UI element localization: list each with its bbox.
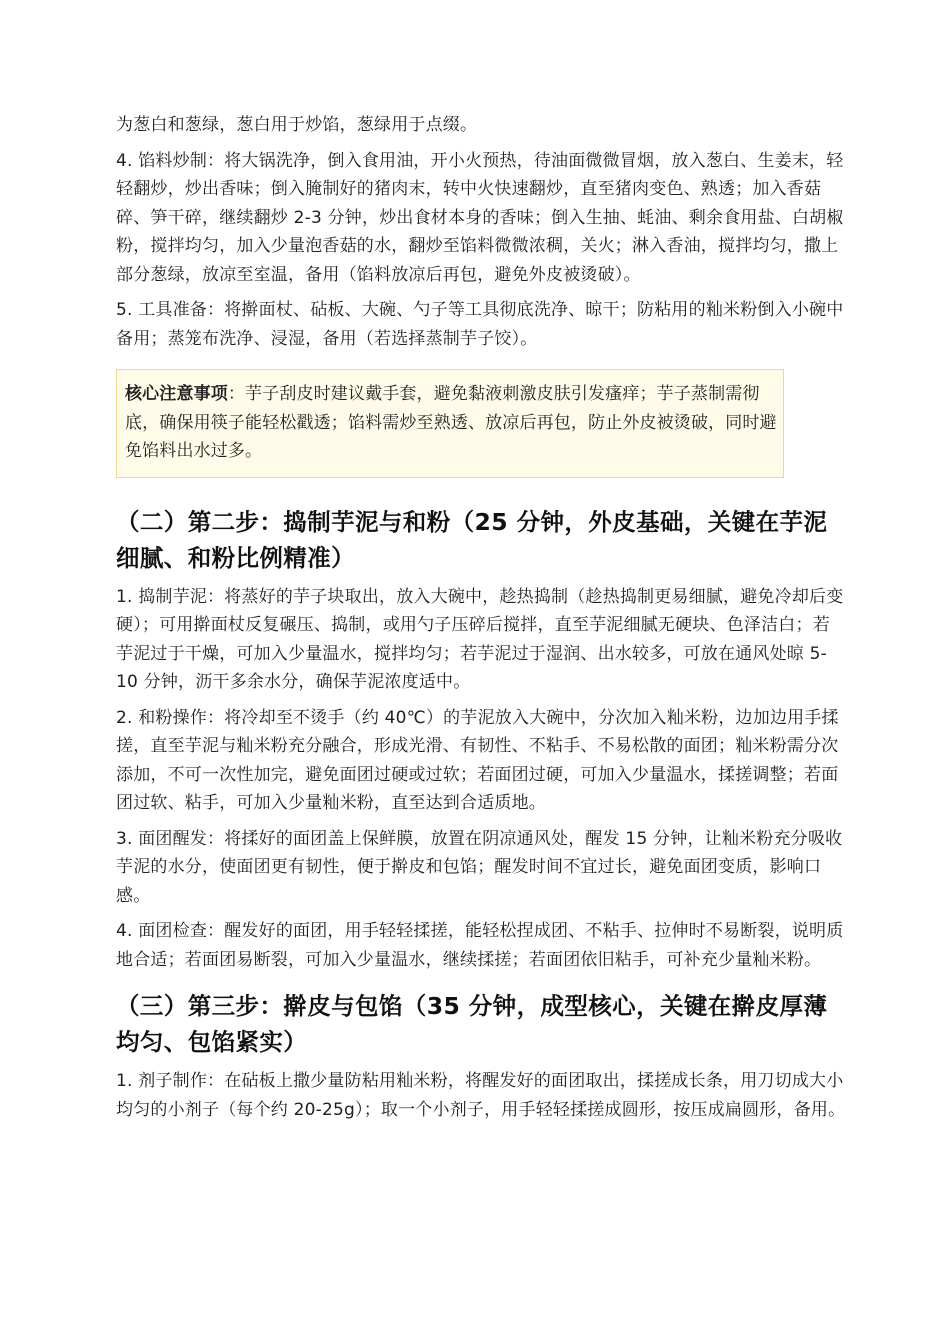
paragraph-dough-rest: 3. 面团醒发：将揉好的面团盖上保鲜膜，放置在阴凉通风处，醒发 15 分钟，让籼米粉充分吸收芋泥的水分，使面团更有韧性，便于擀皮和包馅；醒发时间不宜过长，避免面团变质，影响口感。 [116,828,843,906]
paragraph-mash-taro: 1. 捣制芋泥：将蒸好的芋子块取出，放入大碗中，趁热捣制（趁热捣制更易细腻，避免冷却后变硬）；可用擀面杖反复碾压、捣制，或用勺子压碎后搅拌，直至芋泥细腻无硬块、色泽洁白；若芋泥过于干燥，可加入少量温水，搅拌均匀；若芋泥过于湿润、出水较多，可放在通风处晾 5-10 分钟，沥干多余水分，确保芋泥浓度适中。 [116,586,844,692]
callout-paragraph [125,380,783,466]
paragraph-dough-pieces: 1. 剂子制作：在砧板上撒少量防粘用籼米粉，将醒发好的面团取出，揉搓成长条，用刀切成大小均匀的小剂子（每个约 20-25g）；取一个小剂子，用手轻轻揉搓成圆形，按压成扁圆形，备用。 [116,1071,846,1120]
callout-text: ：芋子刮皮时建议戴手套，避免黏液刺激皮肤引发瘙痒；芋子蒸制需彻底，确保用筷子能轻松戳透；馅料需炒至熟透、放凉后再包，防止外皮被烫破，同时避免馅料出水过多。 [125,384,777,461]
key-notes-callout [116,369,784,478]
callout-label: 核心注意事项 [125,384,228,404]
document-page [116,111,846,1131]
paragraph-filling-stir-fry: 4. 馅料炒制：将大锅洗净，倒入食用油，开小火预热，待油面微微冒烟，放入葱白、生姜末，轻轻翻炒，炒出香味；倒入腌制好的猪肉末，转中火快速翻炒，直至猪肉变色、熟透；加入香菇碎、笋干碎，继续翻炒 2-3 分钟，炒出食材本身的香味；倒入生抽、蚝油、剩余食用盐、白胡椒粉，搅拌均匀，加入少量泡香菇的水，翻炒至馅料微微浓稠，关火；淋入香油，搅拌均匀，撒上部分葱绿，放凉至室温，备用（馅料放凉后再包，避免外皮被烫破）。 [116,150,844,285]
section-3-heading: （三）第三步：擀皮与包馅（35 分钟，成型核心，关键在擀皮厚薄均匀、包馅紧实） [116,992,828,1056]
section-2-heading: （二）第二步：捣制芋泥与和粉（25 分钟，外皮基础，关键在芋泥细腻、和粉比例精准） [116,507,828,572]
paragraph-mix-flour: 2. 和粉操作：将冷却至不烫手（约 40℃）的芋泥放入大碗中，分次加入籼米粉，边加边用手揉搓，直至芋泥与籼米粉充分融合，形成光滑、有韧性、不粘手、不易松散的面团；籼米粉需分次添加，不可一次性加完，避免面团过硬或过软；若面团过硬，可加入少量温水，揉搓调整；若面团过软、粘手，可加入少量籼米粉，直至达到合适质地。 [116,707,839,813]
paragraph-tool-preparation: 5. 工具准备：将擀面杖、砧板、大碗、勺子等工具彻底洗净、晾干；防粘用的籼米粉倒入小碗中备用；蒸笼布洗净、浸湿，备用（若选择蒸制芋子饺）。 [116,300,844,349]
paragraph-dough-check: 4. 面团检查：醒发好的面团，用手轻轻揉搓，能轻松捏成团、不粘手、拉伸时不易断裂，说明质地合适；若面团易断裂，可加入少量温水，继续揉搓；若面团依旧粘手，可补充少量籼米粉。 [116,921,844,970]
paragraph-scallion-note: 为葱白和葱绿，葱白用于炒馅，葱绿用于点缀。 [116,115,478,135]
